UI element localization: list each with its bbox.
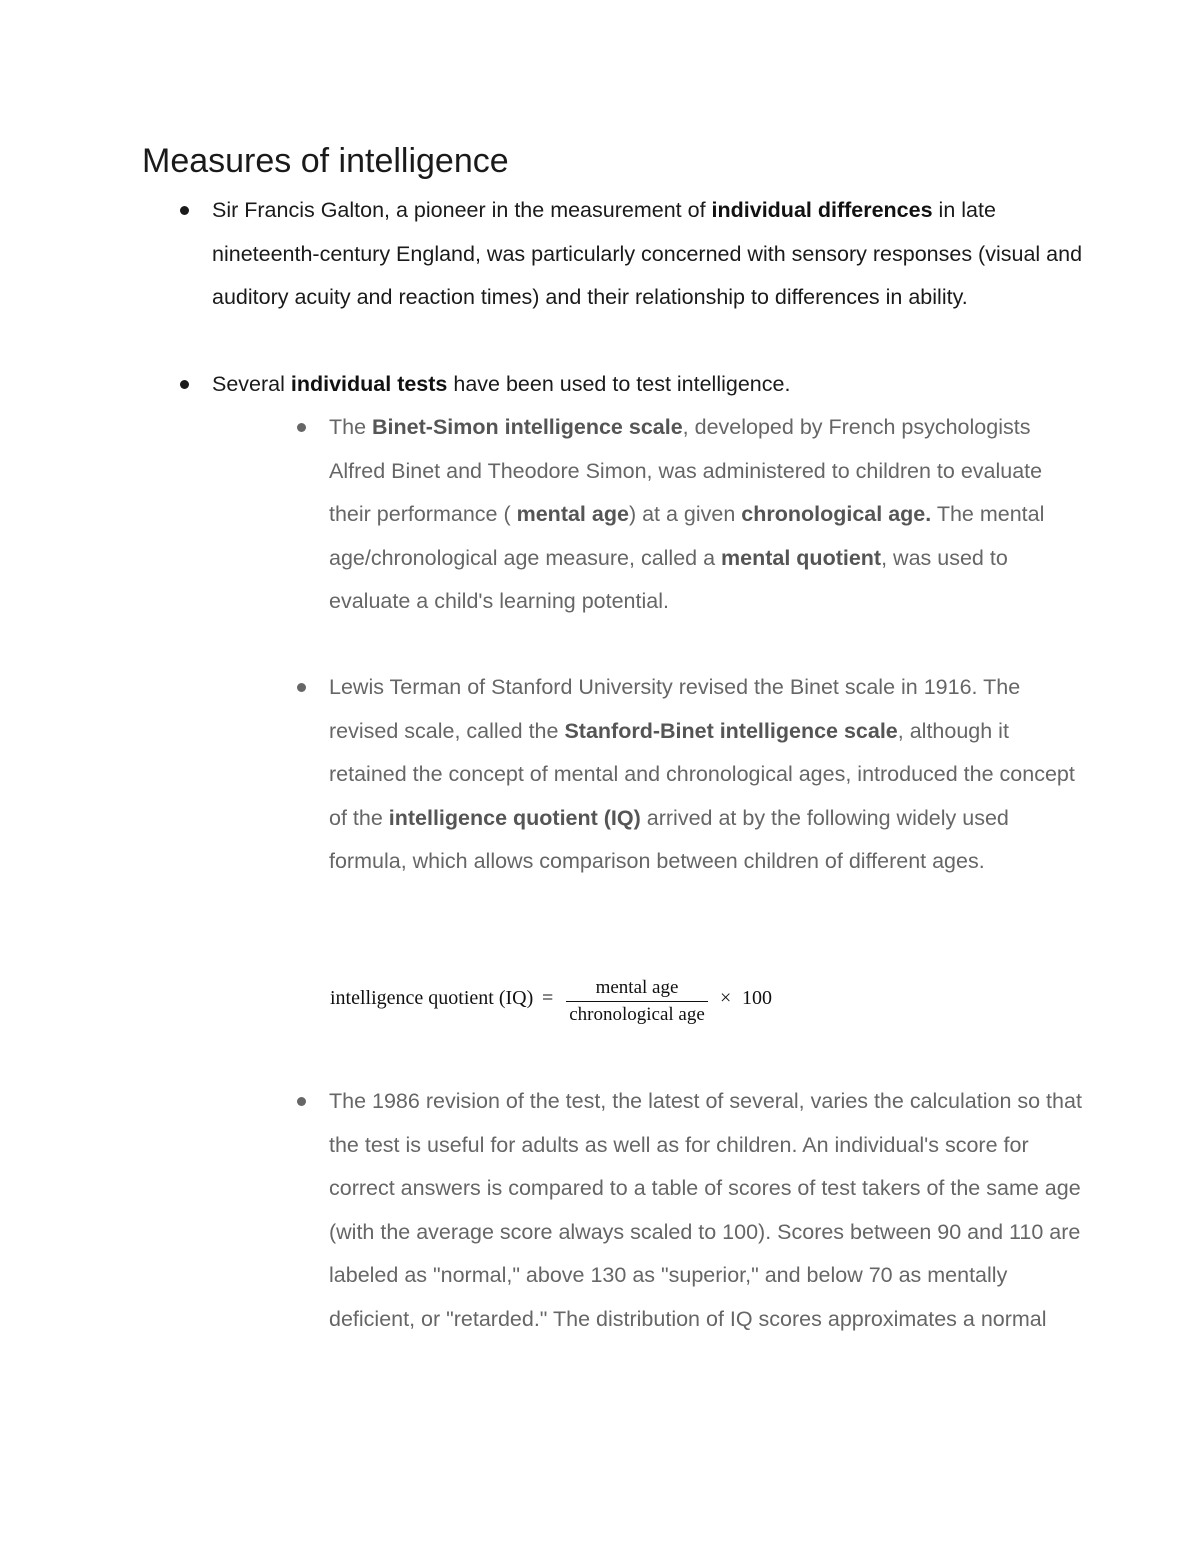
bullet-dot-icon [297,683,306,692]
term-binet-simon: Binet-Simon intelligence scale [372,415,683,439]
formula-factor: 100 [742,987,772,1009]
term-individual-tests: individual tests [290,372,448,396]
formula-times: × [720,987,732,1009]
formula-equals: = [542,987,554,1009]
formula-denominator: chronological age [569,1004,705,1025]
bullet-dot-icon [180,380,189,389]
term-mental-quotient: mental quotient [721,545,882,570]
term-individual-differences: individual differences [711,198,933,222]
bullet-dot-icon [180,206,189,215]
formula-fraction [566,975,708,1028]
bullet-individual-tests: Several individual tests have been used to test intelligence. [212,363,1092,407]
bullet-dot-icon [297,1097,306,1106]
bullet-galton: Sir Francis Galton, a pioneer in the measurement of individual differences in late nineteenth-century England, was particularly concerned with sensory responses (visual and auditory acuity and reaction times) and their relationship to differences in ability. [212,189,1092,320]
page-title: Measures of intelligence [142,142,509,180]
term-iq: intelligence quotient (IQ) [388,805,641,830]
sub-bullet-1986-revision: The 1986 revision of the test, the latest of several, varies the calculation so that the test is useful for adults as well as for children. An individual's score for correct answers is compared to a table of scores of test takers of the same age (with the average score always scaled to 100). Scores between 90 and 110 are labeled as "normal," above 130 as "superior," and below 70 as mentally deficient, or "retarded." The distribution of IQ scores approximates a normal [329,1080,1089,1341]
term-mental-age: mental age [516,502,629,526]
formula-lhs: intelligence quotient (IQ) [330,987,534,1009]
term-stanford-binet: Stanford-Binet intelligence scale [564,718,898,743]
formula-numerator: mental age [566,975,708,1002]
term-chronological-age: chronological age. [741,502,932,526]
sub-bullet-stanford-binet: Lewis Terman of Stanford University revised the Binet scale in 1916. The revised scale, called the Stanford-Binet intelligence scale, although it retained the concept of mental and chronological ages, introduced the concept of the intelligence quotient (IQ) arrived at by the following widely used formula, which allows comparison between children of different ages. [329,666,1089,884]
sub-bullet-binet-simon: The Binet-Simon intelligence scale, developed by French psychologists Alfred Binet and Theodore Simon, was administered to children to evaluate their performance ( mental age) at a given chronological age. The mental age/chronological age measure, called a mental quotient, was used to evaluate a child's learning potential. [329,406,1089,624]
bullet-dot-icon [297,423,306,432]
iq-formula [330,975,790,1035]
